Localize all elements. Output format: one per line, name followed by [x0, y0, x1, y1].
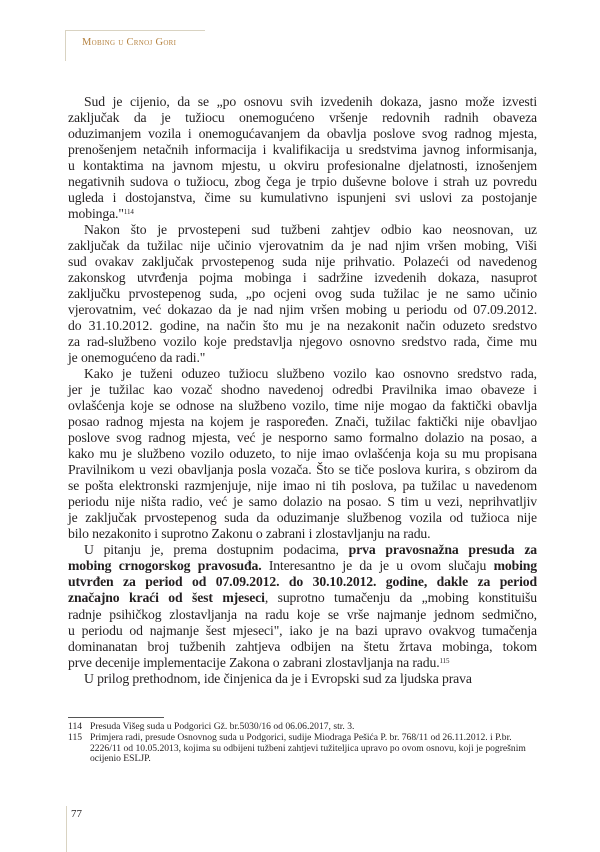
text-line [68, 318, 537, 334]
text-span: u periodu od najmanje šest mjeseci", iako je na bazi upravo ovakvog tumačenja [68, 622, 537, 638]
text-span: prve decenije implementacije Zakona o zabrani zlostavljanja na radu. [68, 654, 440, 670]
text-line [68, 590, 537, 606]
text-line [68, 302, 537, 318]
text-span: zaključak da je tužiocu onemogućeno vršenje redovnih radnih obaveza [68, 110, 537, 126]
text-span: zaključku prvostepenog suda, „po ocjeni ovog suda tužilac je ne samo učinio [68, 286, 537, 302]
text-span: dominanatan broj tužbenih zahtjeva odbijen na štetu žrtava mobinga, tokom [68, 638, 537, 654]
text-line [68, 238, 537, 254]
text-line [68, 366, 537, 382]
paragraph [68, 671, 537, 687]
text-line [68, 94, 537, 110]
text-span: mobinga." [68, 206, 124, 222]
text-span: posao radnog mjesta na kojem je raspoređen. Znači, tužilac faktički nije obavljao [68, 414, 537, 430]
text-span: prenošenjem netačnih informacija i kvalifikacija u sredstvima javnog informisanja, [68, 142, 537, 158]
text-line [68, 270, 537, 286]
text-line [68, 206, 537, 222]
text-line [68, 623, 537, 639]
text-span: je onemogućeno da radi." [68, 350, 206, 366]
text-span: do 31.10.2012. godine, na način što mu je na nezakonit način oduzeto sredstvo [68, 318, 537, 334]
text-line [68, 510, 537, 526]
text-span: vjerovatnim, već dokazao da je nad njim vršen mobing u periodu od 07.09.2012. [68, 302, 537, 318]
page-number-rule [66, 806, 67, 852]
header-rule-vertical [65, 30, 66, 61]
text-line [68, 158, 537, 174]
text-line [68, 126, 537, 142]
text-line [68, 334, 537, 350]
text-line [68, 350, 537, 366]
footnote-number: 115 [68, 731, 83, 743]
text-line [68, 398, 537, 414]
footnotes [68, 722, 537, 765]
text-line [68, 222, 537, 238]
text-line [68, 671, 537, 687]
text-span: radnje psihičkog zlostavljanja na radu koje se vrše najmanje jednom sedmično, [68, 606, 537, 622]
text-span: je zaključak prvostepenog suda da oduzimanje službenog vozila od tužioca nije [68, 510, 537, 526]
text-span: u kontaktima na javnom mjestu, u okviru profesionalne djelatnosti, iznošenjem [68, 158, 537, 174]
text-span: sud ovakav zaključak prvostepenog suda nije prihvatio. Polazeći od navedenog [68, 254, 537, 270]
text-line [68, 574, 537, 590]
text-line [68, 462, 537, 478]
text-line [68, 446, 537, 462]
text-line [68, 190, 537, 206]
text-line [68, 174, 537, 190]
footnote-ref[interactable]: 115 [439, 656, 450, 665]
bold-text: značajno kraći od šest mjeseci [68, 590, 265, 606]
text-line [68, 286, 537, 302]
text-span: Sud je cijenio, da se „po osnovu svih izvedenih dokaza, jasno može izvesti [84, 94, 537, 109]
page-number: 77 [71, 808, 82, 820]
text-span: ovlašćenja koje se odnose na službeno vozilo, time nije mogao da faktički obavlja [68, 398, 537, 414]
bold-text: prva pravosnažna presuda za [348, 542, 537, 558]
text-span: za rad-službeno vozilo koje predstavlja njegovo osnovno sredstvo rada, čime mu [68, 334, 537, 350]
text-span: U prilog prethodnom, ide činjenica da je i Evropski sud za ljudska prava [84, 670, 472, 686]
text-line [68, 478, 537, 494]
paragraph [68, 366, 537, 542]
footnote-text: Primjera radi, presude Osnovnog suda u Podgorici, sudije Miodraga Pešića P. br. 768/11 od 26.11.2012. i P.br. 2226/11 od 10.05.2013, kojima su odbijeni tužbeni zahtjevi tužiteljica upravo po ovom osnovu, koji je pogrešnim ocijenio ESLJP. [90, 731, 526, 765]
footnote-ref[interactable]: 114 [123, 208, 134, 217]
text-line [68, 542, 537, 558]
bold-text: mobing crnogorskog pravosuđa. [68, 558, 262, 574]
footnote-number: 114 [68, 721, 83, 732]
bold-text: mobing [493, 558, 537, 574]
text-line [68, 655, 537, 671]
text-span: , suprotno tumačenju da „mobing konstituišu [264, 590, 537, 606]
text-span: se pošta elektronski razmjenjuje, nije imao ni tih poslova, pa tužilac u navedenom [68, 478, 537, 494]
text-line [68, 494, 537, 510]
text-span: jer je tužilac kao vozač shodno navedenoj odredbi Pravilnika imao obaveze i [68, 382, 537, 398]
footnote [68, 733, 537, 765]
text-span: Nakon što je prvostepeni sud tužbeni zahtjev odbio kao neosnovan, uz [84, 222, 537, 238]
text-span: bilo nezakonito i suprotno Zakonu o zabrani i zlostavljanju na radu. [68, 526, 431, 542]
text-line [68, 430, 537, 446]
text-span: poslove svog radnog mjesta, već je nesporno samo formalno dolazio na posao, a [68, 430, 537, 446]
text-line [68, 142, 537, 158]
header-rule [65, 30, 205, 31]
text-span: zakonskog utvrđenja pojma mobinga i sadržine izvedenih dokaza, nasuprot [68, 270, 537, 286]
text-span: oduzimanjem vozila i onemogućavanjem da obavlja poslove svog radnog mjesta, [68, 126, 537, 142]
paragraph [68, 222, 537, 366]
running-header: Mobing u Crnoj Gori [82, 37, 177, 48]
footnote-text: Presuda Višeg suda u Podgorici Gž. br.5030/16 od 06.06.2017, str. 3. [90, 721, 355, 732]
text-line [68, 558, 537, 574]
bold-text: utvrđen za period od 07.09.2012. do 30.10.2012. godine, dakle za period [68, 574, 537, 590]
text-span: periodu nije ništa radio, već je samo dolazio na posao. S tim u vezi, neprihvatljiv [68, 494, 537, 510]
text-line [68, 526, 537, 542]
text-span: negativnih sudova o tužiocu, zbog čega je trpio duševne bolove i strah uz povredu [68, 174, 537, 190]
paragraph [68, 542, 537, 670]
body-text [68, 94, 537, 687]
text-span: kako mu je službeno vozilo oduzeto, to nije imao ovlašćenja koja su mu propisana [68, 446, 537, 462]
footnote-separator [68, 717, 164, 718]
text-line [68, 607, 537, 623]
text-line [68, 414, 537, 430]
text-span: Interesantno je da je u ovom slučaju [261, 558, 494, 574]
text-span: Kako je tuženi oduzeo tužiocu službeno vozilo kao osnovno sredstvo rada, [84, 366, 537, 382]
text-line [68, 254, 537, 270]
text-span: zaključak da tužilac nije učinio vjerovatnim da je nad njim vršen mobing, Viši [68, 238, 537, 254]
text-span: ugleda i dostojanstva, čime su kumulativno ispunjeni svi uslovi za postojanje [68, 190, 537, 206]
text-span: U pitanju je, prema dostupnim podacima, [84, 542, 349, 558]
text-line [68, 110, 537, 126]
text-line [68, 639, 537, 655]
text-line [68, 382, 537, 398]
paragraph [68, 94, 537, 222]
text-span: Pravilnikom u vezi obavljanja posla vozača. Što se tiče poslova kurira, s obzirom da [68, 462, 537, 478]
